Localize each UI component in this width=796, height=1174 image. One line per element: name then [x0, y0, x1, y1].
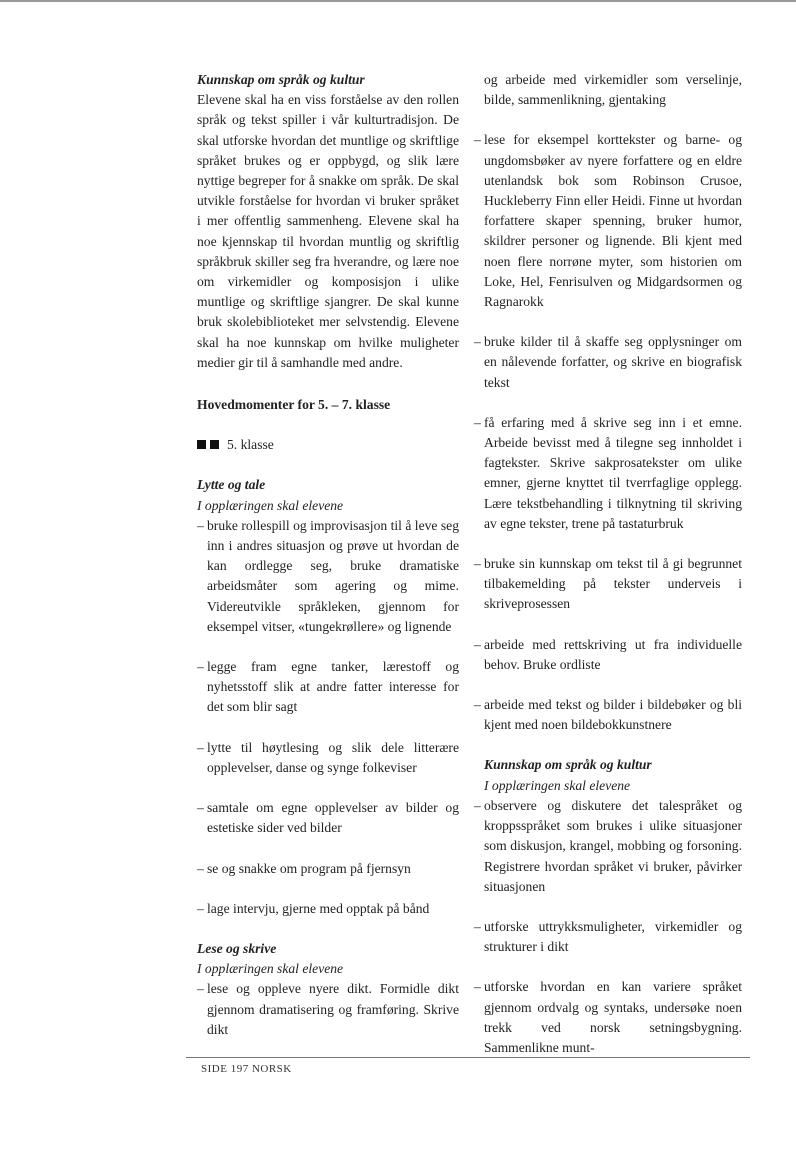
- list-item: – lese og oppleve nyere dikt. Formidle dikt gjennom dramatisering og framføring. Skrive dikt: [197, 981, 459, 1037]
- square-bullet-icon: [210, 440, 219, 449]
- subsection-heading: Kunnskap om språk og kultur: [484, 757, 652, 773]
- main-heading: Hovedmomenter for 5. – 7. klasse: [197, 397, 391, 413]
- list-item: – samtale om egne opplevelser av bilder og estetiske sider ved bilder: [197, 800, 459, 836]
- page-footer: SIDE 197 NORSK: [201, 1063, 292, 1075]
- subsection-intro: I opplæringen skal elevene: [197, 961, 344, 977]
- list-item: – se og snakke om program på fjernsyn: [197, 860, 411, 876]
- subsection-intro: I opplæringen skal elevene: [197, 497, 344, 513]
- list-item: – bruke kilder til å skaffe seg opplysninger om en nålevende forfatter, og skrive en biografisk tekst: [474, 334, 742, 390]
- list-item: – arbeide med tekst og bilder i bildebøker og bli kjent med noen bildebokkunstnere: [474, 697, 742, 733]
- right-column: [474, 70, 742, 1058]
- list-item: – bruke sin kunnskap om tekst til å gi begrunnet tilbakemelding på tekster underveis i skriveprosessen: [474, 556, 742, 612]
- continued-text: og arbeide med virkemidler som verselinje, bilde, sammenlikning, gjentaking: [484, 72, 742, 108]
- list-item: – lage intervju, gjerne med opptak på bånd: [197, 900, 430, 916]
- list-item: – legge fram egne tanker, lærestoff og nyhetsstoff slik at andre fatter interesse for det som blir sagt: [197, 659, 459, 715]
- left-column: [197, 70, 459, 1040]
- square-bullet-icon: [197, 440, 206, 449]
- list-item: – lytte til høytlesing og slik dele litterære opplevelser, danse og synge folkeviser: [197, 739, 459, 775]
- page-top-border: [0, 0, 796, 2]
- grade-label: 5. klasse: [197, 435, 459, 455]
- list-item: – utforske uttrykksmuligheter, virkemidler og strukturer i dikt: [474, 918, 742, 955]
- subsection-heading: Lese og skrive: [197, 940, 277, 956]
- subsection-heading: Lytte og tale: [197, 477, 266, 493]
- body-paragraph: Elevene skal ha en viss forståelse av den rollen språk og tekst spiller i vår kulturtradisjon. De skal utforske hvordan det muntlige og skriftlige språket brukes og er oppbygd, og slik lære nyttige begreper for å snakke om språk. De skal utvikle forståelse for hvordan vi bruker språket i mer offentlig sammenheng. Elevene skal ha noe kjennskap til hvordan muntlig og skriftlig språkbruk skiller seg fra hverandre, og lære noe om virkemidler og komposisjon i ulike muntlige og skriftlige sjangrer. De skal kunne bruk skolebiblioteket mer selvstendig. Elevene skal ha noe kunnskap om hvilke muligheter medier gir til å samhandle med andre.: [197, 92, 459, 370]
- list-item: – utforske hvordan en kan variere språket gjennom ordvalg og syntaks, undersøke noen trekk ved norsk setningsbygning. Sammenlikne munt-: [474, 979, 742, 1055]
- section-heading: Kunnskap om språk og kultur: [197, 72, 365, 87]
- list-item: – arbeide med rettskriving ut fra individuelle behov. Bruke ordliste: [474, 636, 742, 672]
- list-item: – få erfaring med å skrive seg inn i et emne. Arbeide bevisst med å tilegne seg innholdet i fagtekster. Skrive sakprosatekster om ulike emner, gjerne knyttet til tverrfaglige opplegg. Lære tekstbehandling i tilknytning til skriving av egne tekster, trene på tastaturbruk: [474, 414, 742, 531]
- subsection-intro: I opplæringen skal elevene: [484, 777, 631, 793]
- list-item: – bruke rollespill og improvisasjon til å leve seg inn i andres situasjon og prøve ut hvordan de kan ordlegge seg, bruke dramatiske arbeidsmåter som agering og mime. Videreutvikle språkleken, gjennom for eksempel vitser, «tungekrøllere» og lignende: [197, 517, 459, 634]
- list-item: – observere og diskutere det talespråket og kroppsspråket som brukes i ulike situasjoner som diskusjon, krangel, mobbing og forsoning. Registrere hvordan språket vi bruker, påvirker situasjonen: [474, 797, 742, 894]
- list-item: – lese for eksempel korttekster og barne- og ungdomsbøker av nyere forfattere og en eldre utenlandsk bok som Robinson Crusoe, Huckleberry Finn eller Heidi. Finne ut hvordan forfattere skaper spenning, bruker humor, skildrer personer og lignende. Bli kjent med noen flere norrøne myter, som historien om Loke, Hel, Fenrisulven og Midgardsormen og Ragnarokk: [474, 132, 742, 310]
- footer-rule: [186, 1057, 750, 1058]
